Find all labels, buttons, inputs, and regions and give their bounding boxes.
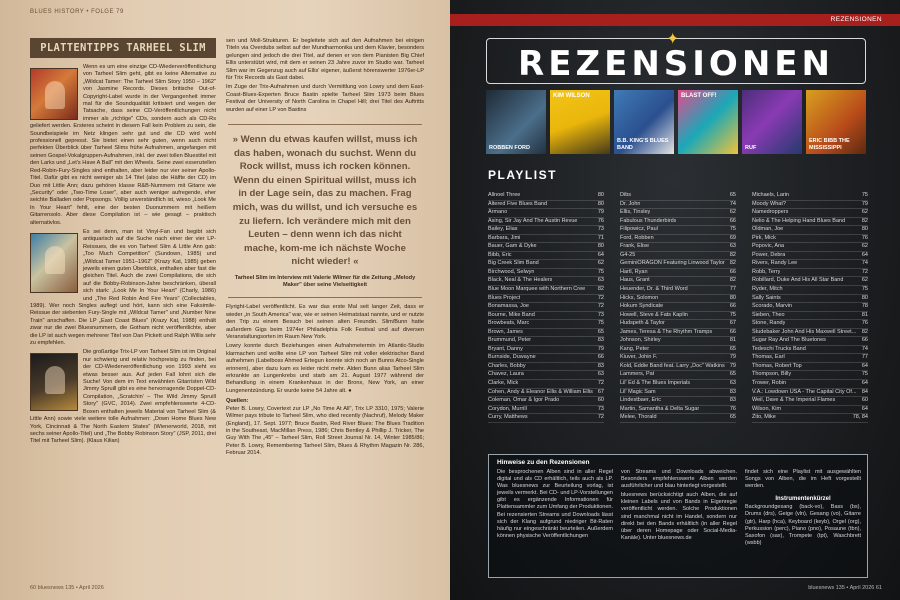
playlist-entry: [620, 414, 736, 423]
page-number: 75: [861, 192, 868, 198]
page-number: 81: [729, 337, 736, 344]
artist-name: Sally Saints: [752, 294, 781, 301]
page-number: 65: [597, 328, 604, 335]
artist-name: Frank, Elise: [620, 243, 650, 250]
artist-name: Burnside, Duwayne: [488, 354, 536, 361]
page-number: 73: [597, 405, 604, 412]
artist-name: Namedroppers: [752, 209, 789, 216]
artist-name: Lil' Ed & The Blues Imperials: [620, 380, 691, 387]
playlist-entry: [488, 354, 604, 363]
playlist-entry: [752, 312, 868, 321]
playlist-entry: [488, 363, 604, 372]
artist-name: Curry, Matthews: [488, 414, 528, 421]
playlist-entry: [620, 295, 736, 304]
artist-name: Hartl, Ryan: [620, 268, 648, 275]
artist-name: Haus, Grant: [620, 277, 650, 284]
playlist-title: PLAYLIST: [488, 168, 557, 182]
page-number: 62: [597, 260, 604, 267]
artist-name: Cohen, Andy & Eleanor Ellis & William Ellis: [488, 388, 593, 395]
page-number: 67: [729, 320, 736, 327]
sources-heading: Quellen:: [226, 398, 249, 405]
paragraph: von Streams und Downloads abweichen. Besonders empfehlenswerte Alben werden ausführlicher und blau hinterlegt vorgestellt.: [621, 469, 737, 490]
artist-name: Moody What?: [752, 200, 786, 207]
playlist-entry: [620, 380, 736, 389]
notes-column: [745, 469, 861, 549]
artist-name: Kold, Eddie Band feat. Larry „Doc" Watkins: [620, 362, 725, 369]
artist-name: Scorado, Marvin: [752, 303, 793, 310]
page-number: 69: [729, 234, 736, 241]
page-number: 78: [861, 303, 868, 310]
playlist-entry: [620, 363, 736, 372]
playlist-entry: [488, 269, 604, 278]
page-number: 83: [597, 337, 604, 344]
page-number: 72: [597, 303, 604, 310]
playlist-entry: [752, 295, 868, 304]
album-cover-no-time-at-all: [30, 353, 78, 411]
artist-name: Power, Debra: [752, 251, 786, 258]
page-number: 77: [729, 286, 736, 293]
page-number: 82: [861, 328, 868, 335]
page-number: 67: [597, 388, 604, 395]
album-cover: ROBBEN FORD: [486, 90, 546, 154]
paragraph: Die besprochenen Alben sind in aller Regel digital und als CD erhältlich, teils auch als LP. Was bluesnews zur Beurteilung vorlag, ist jeweils vermerkt. Bei CD- und LP-Vorstellungen gibt es ergänzende Informationen für Plattensammler zum Umfang der Produktionen. Bei rezensierten Streams und Downloads lässt sich der Klang aufgrund niedriger Bit-Raten häufig nur eingeschränkt beurteilen. Außerdem können physische Veröffentlichungen: [497, 469, 613, 539]
artist-name: Hicks, Solomon: [620, 294, 659, 301]
album-cover-too-much-competition: [30, 233, 78, 293]
page-number: 64: [597, 251, 604, 258]
playlist-entry: [488, 303, 604, 312]
page-number: 74: [861, 345, 868, 352]
album-cover: KIM WILSON: [550, 90, 610, 154]
page-number: 65: [729, 371, 736, 378]
page-footer: bluesnews 135 • April 2026 61: [808, 585, 882, 591]
artist-name: Fabulous Thunderbirds: [620, 217, 677, 224]
paragraph: Die großartige Trix-LP von Tarheel Slim ist im Original nur schwierig und relativ hochpreisig zu finden, bei der CD-Wiederveröffentlichung von 1993 sieht es etwas besser aus. Auf jeden Fall lohnt sich die Suche! Von dem im Text erwähnten Gitarristen Wild Jimmy Spruill gibt es eine hervorragende Doppel-CD-Compilation, „Scratchin' – The Wild Jimmy Spruill Story" (GVC, 2014). Zwei empfehlenswerte 4-CD-Boxen enthalten jeweils Material von Tarheel Slim (& Little Ann) sowie viele weitere tolle Aufnahmen: „Down Home Blues New York, Cincinnati & The North Eastern States" (Wienerworld, 2018, mit sechs seiner Apollo-Titel) und „The Bobby Robinson Story" (JSP, 2011, drei Titel mit Tarheel Slim). (Klaus Kilian): [30, 349, 216, 445]
page-number: 82: [729, 251, 736, 258]
page-number: 80: [729, 294, 736, 301]
artist-name: Rivers, Randy Lee: [752, 260, 798, 267]
playlist-entry: [620, 406, 736, 415]
page-number: 79: [597, 345, 604, 352]
artist-name: Studebaker John And His Maxwell Street...: [752, 328, 857, 335]
notes-column: [497, 469, 613, 549]
playlist-entry: [488, 295, 604, 304]
paragraph: bluesnews berücksichtigt auch Alben, die auf kleinen Labels und von Bands in Eigenregie veröffentlicht werden. Solche Produktionen sind manchmal nicht im Handel, sondern nur direkt bei den Bands erhältlich (in aller Regel über deren Homepage oder Social-Media-Kanäle). Unter bluesnews.de: [621, 492, 737, 541]
paragraph: Wenn es um eine einzige CD-Wiederveröffentlichung von Tarheel Slim geht, gibt es keine Alternative zu „Wildcat Tamer: The Tarheel Slim Story 1950 – 1962" von Jasmine Records. Dieses britische Out-of-Copyright-Label wurde in der Vergangenheit immer mal für die Soundqualität kritisiert und wegen der Tatsache, dass seine CD-Veröffentlichungen nicht immer als „richtige" CDs, sondern auch als CD-Rs geliefert werden. Ersteres scheint in diesem Fall kein Problem zu sein, die Soundbeispiele im Netz klingen sehr gut und die CD wird wohl professionell gepresst. Sie bietet einen sehr guten, wenn auch nicht perfekten Überblick über Tarheel Slims frühe Aufnahmen, angefangen mit seinen Gospel-Vokalgruppen-Aufnahmen, inkl. der zwei tollen Bluestitel mit den Larks und „Let's Have A Ball" mit den Wheels. Seine zwei essenziellen Red-Robin-Fury-Singles sind enthalten, aber leider nur vier seiner Apollo-Titel. Dafür gibt es nicht weniger als 14 Titel (also die Hälfte der CD) im Duo mit Little Ann; dazu gehören klasse R&B-Nummern mit Gitarre wie „Security" oder „Two-Time Loser", aber auch weniger aufregende, eher seichte Balladen oder Popsongs. Völlig unverständlich ist, wieso „Look Me In Your Heart" fehlt, eine der besten Duonummern mit heißem Gitarrensolo. Aber diese Compilation ist – wie gesagt – praktisch alternativlos.: [30, 64, 216, 226]
page-number: 73: [597, 311, 604, 318]
album-cover-wildcat-tamer: [30, 68, 78, 120]
playlist-entry: [620, 269, 736, 278]
page-number: 66: [729, 303, 736, 310]
playlist-entry: [752, 277, 868, 286]
paragraph: Flyright-Label veröffentlicht. Es war das erste Mal seit langer Zeit, dass er wieder „in South America" war, wie er seinen Heimatstaat nannte, und er nutzte den Trip zu einem Besuch bei seinen alten Freundin. Slim/Bunn hatte außerdem Gigs beim 1974er Philadelphia Folk Festival und auf diversen Veranstaltungsorten im Raum New York.: [226, 304, 424, 341]
page-number: 79: [861, 200, 868, 207]
right-column: [226, 38, 424, 460]
playlist-entry: [488, 209, 604, 218]
playlist-entry: [620, 371, 736, 380]
playlist-entry: [488, 380, 604, 389]
page-number: 80: [597, 200, 604, 207]
paragraph: sen und Moll-Strukturen. Er begleitete sich auf den Aufnahmen bei einigen Titeln via Overdubs selbst auf der Mundharmonika und dem Klavier, besonders gelungen sind jedoch die drei Titel, auf denen er von dem Pianisten Big Chief Ellis unterstützt wird, mit dem er seinen 23 Jahre zuvor im Studio war. Tarheel Slim war im Gegenzug auch auf Ellis' eigener, äußerst hörenswerter 1976er-LP für Trix Records als Gast dabei.: [226, 38, 424, 82]
page-number: 66: [729, 217, 736, 224]
artist-name: Johnson, Shirley: [620, 337, 661, 344]
page-number: 75: [597, 268, 604, 275]
page-number: 80: [597, 243, 604, 250]
artist-name: Clarke, Mick: [488, 380, 519, 387]
artist-name: Browbeats, Marc: [488, 320, 530, 327]
paragraph: Im Zuge der Trix-Aufnahmen und durch Vermittlung von Lowry und dem East-Coast-Blues-Experten Bruce Bastin spielte Tarheel Slim 1973 beim Blues Festival der University of North Carolina in Chapel Hill; drei Titel des Auftritts wurden auf einer LP von Bastins: [226, 84, 424, 113]
page-number: 74: [861, 260, 868, 267]
playlist-entry: [752, 363, 868, 372]
playlist-entry: [488, 235, 604, 244]
page-number: 72: [597, 294, 604, 301]
right-page: [450, 0, 900, 600]
playlist-entry: [620, 346, 736, 355]
artist-name: Robillard, Duke And His All Star Band: [752, 277, 844, 284]
artist-name: Lammers, Pat: [620, 371, 655, 378]
page-number: 66: [861, 337, 868, 344]
page-number: 64: [861, 251, 868, 258]
page-number: 66: [597, 354, 604, 361]
playlist-entry: [752, 303, 868, 312]
page-number: 71: [597, 234, 604, 241]
playlist-entry: [752, 337, 868, 346]
playlist-entry: [620, 235, 736, 244]
album-cover: BLAST OFF!: [678, 90, 738, 154]
page-number: 63: [729, 380, 736, 387]
playlist-entry: [620, 303, 736, 312]
playlist-entry: [620, 329, 736, 338]
artist-name: Big Creek Slim Band: [488, 260, 539, 267]
playlist-entry: [752, 406, 868, 415]
playlist-entry: [752, 389, 868, 398]
artist-name: Robb, Terry: [752, 268, 781, 275]
page-number: 75: [729, 226, 736, 233]
page-number: 75: [729, 311, 736, 318]
playlist-entry: [752, 380, 868, 389]
playlist-entry: [620, 320, 736, 329]
sources-text: Peter B. Lowry, Covertext zur LP „No Time At All", Trix LP 3310, 1975; Valerie Wilmer pays tribute to Tarheel Slim, who died recently (Nachruf), Melody Maker (England), 17. Sept. 1977; Bruce Bastin, Red River Blues: The Blues Tradition in the Southeast, MacMillan Press, 1986; Chris Bentley & Phillip J. Tricker, The Guy With The „45" – Tarheel Slim, Roll Street Journal Nr. 14, Winter 1985/86; Peter B. Lowry, Remembering Tarheel Slim, Blues & Rhythm Magazin Nr. 286, Februar 2014.: [226, 405, 424, 457]
paragraph: findet sich eine Playlist mit ausgewählten Songs von Alben, die im Heft vorgestellt werden.: [745, 469, 861, 490]
artist-name: Bailey, Elias: [488, 226, 518, 233]
playlist-entry: [488, 389, 604, 398]
artist-name: Birchwood, Selwyn: [488, 268, 535, 275]
page-number: 60: [597, 397, 604, 404]
artist-name: Melee, Thorald: [620, 414, 657, 421]
page-number: 64: [861, 362, 868, 369]
playlist-entry: [620, 389, 736, 398]
artist-name: Blue Moon Marquee with Northern Cree: [488, 286, 586, 293]
playlist-entry: [488, 397, 604, 406]
playlist-entry: [752, 397, 868, 406]
page-number: 83: [597, 362, 604, 369]
artist-name: Lindestbaer, Eric: [620, 397, 661, 404]
page-number: 82: [597, 286, 604, 293]
page-number: 83: [729, 388, 736, 395]
playlist-entry: [752, 243, 868, 252]
artist-name: Kang, Peter: [620, 345, 650, 352]
playlist-entry: [488, 277, 604, 286]
page-number: 81: [861, 311, 868, 318]
page-number: 79: [729, 354, 736, 361]
page-number: 83: [729, 397, 736, 404]
page-number: 63: [729, 243, 736, 250]
artist-name: Hokum Syndicate: [620, 303, 664, 310]
page-number: 74: [729, 200, 736, 207]
playlist-entry: [620, 260, 736, 269]
artist-name: Dibs: [620, 192, 632, 198]
playlist-entry: [620, 243, 736, 252]
artist-name: Bibb, Eric: [488, 251, 512, 258]
instrument-abbrev-text: Backgroundgesang (back-vo), Bass (bs), Drums (drs), Geige (vln), Gesang (vo), Gitarre (gtr), Harp (hca), Keyboard (keyb), Orgel (org), Perkussion (perc), Piano (pno), Posaune (tbn), Saxofon (sax), Trompete (tpt), Waschbrett (wsbb): [745, 504, 861, 546]
playlist-entry: [488, 226, 604, 235]
artist-name: Stone, Randy: [752, 320, 786, 327]
page-number: 65: [729, 414, 736, 421]
instrument-abbrev-title: Instrumentenkürzel: [775, 496, 831, 503]
artist-name: GeminiORAGON Featuring Linwood Taylor: [620, 260, 725, 267]
page-number: 78, 84: [852, 414, 868, 421]
playlist-entry: [488, 260, 604, 269]
playlist-entry: [620, 209, 736, 218]
artist-name: Thomas, Earl: [752, 354, 785, 361]
playlist-entry: [488, 201, 604, 210]
playlist-entry: [620, 201, 736, 210]
left-column: [30, 64, 216, 448]
artist-name: Chavez, Laura: [488, 371, 524, 378]
page-number: 75: [861, 286, 868, 293]
playlist-entry: [752, 209, 868, 218]
page-number: 75: [861, 371, 868, 378]
playlist-column: [488, 192, 604, 423]
playlist-entry: [752, 218, 868, 227]
page-number: 76: [729, 405, 736, 412]
playlist-entry: [620, 397, 736, 406]
page-number: 72: [861, 268, 868, 275]
pull-quote: [228, 124, 422, 298]
pull-quote-text: » Wenn du etwas kaufen willst, muss ich das haben, wonach du suchst. Wenn du Rock willst, muss ich rocken können. Wenn du einen Spiritual willst, muss ich in der Lage sein, das zu machen. Frag mich, was du willst, und ich versuche es zu liefern. Ich verändere mich mit den Leuten – denn wenn ich das nicht mache, kom-me ich nächste Woche nicht wieder! «: [232, 134, 418, 268]
artist-name: Altered Five Blues Band: [488, 200, 548, 207]
artist-name: Tedeschi Trucks Band: [752, 345, 806, 352]
playlist-entry: [620, 192, 736, 201]
page-number: 66: [729, 328, 736, 335]
page-number: 82: [729, 277, 736, 284]
playlist-entry: [620, 312, 736, 321]
playlist-entry: [620, 354, 736, 363]
playlist-column: [620, 192, 736, 423]
page-number: 64: [861, 380, 868, 387]
page-number: 79: [597, 209, 604, 216]
artist-name: Weil, Dave & The Imperial Flames: [752, 397, 836, 404]
review-notes-title: Hinweise zu den Rezensionen: [497, 459, 590, 466]
notes-column: [621, 469, 737, 549]
artist-name: Michaels, Larin: [752, 192, 789, 198]
artist-name: Asing, Sir Jay And The Austin Revue: [488, 217, 578, 224]
page-footer: 60 bluesnews 135 • April 2026: [30, 585, 104, 591]
star-icon: ✦: [666, 31, 680, 48]
pull-quote-source: Tarheel Slim im Interview mit Valerie Wilmer für die Zeitung „Melody Maker" über seine Vielseitigkeit: [234, 275, 416, 289]
artist-name: Blues Project: [488, 294, 521, 301]
artist-name: Ford, Robben: [620, 234, 654, 241]
playlist-entry: [620, 286, 736, 295]
artist-name: Zito, Mike: [752, 414, 776, 421]
artist-name: Bauer, Gam & Dyke: [488, 243, 537, 250]
running-header: BLUES HISTORY • FOLGE 79: [30, 9, 124, 15]
banner-title: REZENSIONEN: [518, 44, 834, 84]
artist-name: Ryder, Mitch: [752, 286, 783, 293]
artist-name: Barbara, Jimi: [488, 234, 521, 241]
playlist-entry: [752, 286, 868, 295]
playlist-entry: [752, 329, 868, 338]
playlist-entry: [752, 414, 868, 423]
page-number: 63: [597, 277, 604, 284]
page-number: 76: [861, 320, 868, 327]
artist-name: Nelio & The Helping Hand Blues Band: [752, 217, 846, 224]
artist-name: Charles, Bobby: [488, 362, 526, 369]
playlist-entry: [488, 329, 604, 338]
playlist-index: [488, 192, 868, 423]
artist-name: Heuender, Dr. & Third Word: [620, 286, 688, 293]
artist-name: Martin, Samantha & Delta Sugar: [620, 405, 700, 412]
page-number: 60: [861, 397, 868, 404]
artist-name: Bonamassa, Joe: [488, 303, 529, 310]
playlist-entry: [752, 354, 868, 363]
page-number: 80: [861, 294, 868, 301]
section-label: REZENSIONEN: [830, 16, 882, 23]
artist-name: Brummund, Peter: [488, 337, 532, 344]
playlist-entry: [488, 406, 604, 415]
page-number: 76: [861, 234, 868, 241]
page-number: 66: [729, 268, 736, 275]
playlist-entry: [752, 371, 868, 380]
artist-name: G4-25: [620, 251, 636, 258]
page-number: 62: [861, 209, 868, 216]
artist-name: Oldman, Joe: [752, 226, 784, 233]
reviews-banner: [486, 32, 866, 84]
playlist-entry: [620, 277, 736, 286]
page-number: 75: [597, 320, 604, 327]
artist-name: Wilson, Kim: [752, 405, 782, 412]
artist-name: Ellis, Tinsley: [620, 209, 651, 216]
artist-name: Trower, Robin: [752, 380, 787, 387]
playlist-entry: [488, 218, 604, 227]
artist-name: Bryant, Danny: [488, 345, 523, 352]
page-number: 72: [597, 414, 604, 421]
album-covers-row: [486, 90, 866, 154]
artist-name: James, Teresa & The Rhythm Tramps: [620, 328, 713, 335]
artist-name: Sieben, Theo: [752, 311, 785, 318]
artist-name: Coleman, Omar & Igor Prado: [488, 397, 560, 404]
artist-name: Black, Neal & The Healers: [488, 277, 553, 284]
page-number: 79: [729, 362, 736, 369]
playlist-entry: [488, 312, 604, 321]
playlist-entry: [488, 286, 604, 295]
playlist-column: [752, 192, 868, 423]
review-notes-box: [488, 454, 868, 578]
album-cover: ERIC BIBB THE MISSISSIPPI: [806, 90, 866, 154]
playlist-entry: [488, 346, 604, 355]
playlist-entry: [752, 201, 868, 210]
artist-name: Thompson, Billy: [752, 371, 792, 378]
artist-name: Sugar Ray And The Bluetones: [752, 337, 826, 344]
playlist-entry: [752, 235, 868, 244]
page-number: 82: [861, 217, 868, 224]
playlist-entry: [488, 243, 604, 252]
page-number: 65: [729, 192, 736, 198]
artist-name: Thomas, Robert Top: [752, 362, 802, 369]
artist-name: Brown, James: [488, 328, 523, 335]
playlist-entry: [488, 414, 604, 423]
page-number: 76: [597, 217, 604, 224]
page-number: 73: [597, 226, 604, 233]
artist-name: Howell, Steve & Fats Kaplin: [620, 311, 688, 318]
album-cover: B.B. KING'S BLUES BAND: [614, 90, 674, 154]
playlist-entry: [620, 218, 736, 227]
page-number: 72: [597, 380, 604, 387]
page-number: 82: [729, 260, 736, 267]
artist-name: V.A.: Lowdown USA - The Capital City Of...: [752, 388, 857, 395]
playlist-entry: [752, 320, 868, 329]
page-number: 80: [861, 226, 868, 233]
playlist-entry: [488, 320, 604, 329]
playlist-entry: [488, 252, 604, 261]
page-number: 64: [861, 405, 868, 412]
page-number: 65: [729, 345, 736, 352]
page-number: 84: [861, 388, 868, 395]
page-number: 80: [597, 192, 604, 198]
playlist-entry: [752, 269, 868, 278]
playlist-entry: [488, 192, 604, 201]
album-cover: RUF: [742, 90, 802, 154]
artist-name: Pirk, Mick: [752, 234, 776, 241]
playlist-entry: [620, 337, 736, 346]
artist-name: Bourne, Mike Band: [488, 311, 535, 318]
playlist-entry: [488, 337, 604, 346]
playlist-entry: [752, 226, 868, 235]
artist-name: Filipowicz, Paul: [620, 226, 658, 233]
artist-name: Popovic, Ana: [752, 243, 785, 250]
playlist-entry: [620, 252, 736, 261]
page-number: 62: [861, 277, 868, 284]
section-title: PLATTENTIPPS TARHEEL SLIM: [30, 38, 216, 58]
artist-name: Dr. John: [620, 200, 641, 207]
playlist-entry: [752, 260, 868, 269]
artist-name: Hudspeth & Taylor: [620, 320, 665, 327]
page-number: 62: [729, 209, 736, 216]
page-number: 77: [861, 354, 868, 361]
playlist-entry: [620, 226, 736, 235]
playlist-entry: [488, 371, 604, 380]
page-number: 62: [861, 243, 868, 250]
playlist-entry: [752, 192, 868, 201]
paragraph: Es sei denn, man ist Vinyl-Fan und begibt sich antiquarisch auf die Suche nach einer der vier LP-Reissues, die es von Tarheel Slim & Little Ann gab: „Too Much Competition" (Sundown, 1985) und „Wildcat Tamer 1951–1962" (Krazy Kat, 1985) geben jeweils einen guten Überblick, enthalten aber fast die gleichen Titel. Auch die zwei Compilations, die sich auf die Bobby-Robinson-Jahre beschränken, überall sich stark: „Look Me In Your Heart" (Charly, 1986) und „The Red Robin And Fire Years" (Collectables, 1989). Wer noch Singles auflegt und hört, kann sich eine Faksimile-Reissue der siebenten Fury-Single mit „Wildcat Tamer" und „Number Nine Train" anschaffen. Die LP „East Coast Blues" (Krazy Kat, 1988) enthält zwar nur die zwei Bluesnummern, die Gotham nicht veröffentlichte, aber die LP ist auch wegen mehrerer Titel von Dan Pickett und Ralph Willis sehr zu empfehlen.: [30, 228, 216, 347]
artist-name: Armano: [488, 209, 508, 216]
paragraph: Lowry konnte durch Beziehungen einen Aufnahmetermin im Atlantic-Studio klarmachen und wollte eine LP von Tarheel Slim mit voller elektrischer Band aufnehmen (Labelboss Ahmed Ertegun konnte sich noch an Bunns Atco-Single erinnern), aber dazu kam es leider nicht mehr. Alden Bunn alias Tarheel Slim erkrankte an Lungenkrebs und starb am 21. August 1977 während der Behandlung in einem Krankenhaus in der Bronx, New York, an einer Lungenentzündung. Er wurde keine 54 Jahre alt. ●: [226, 343, 424, 394]
artist-name: Lil' Magic Sam: [620, 388, 656, 395]
artist-name: Allnoel Three: [488, 192, 521, 198]
artist-name: Kiuver, Johin F.: [620, 354, 658, 361]
page-number: 63: [597, 371, 604, 378]
playlist-entry: [752, 346, 868, 355]
artist-name: Corydon, Murrill: [488, 405, 527, 412]
playlist-entry: [752, 252, 868, 261]
